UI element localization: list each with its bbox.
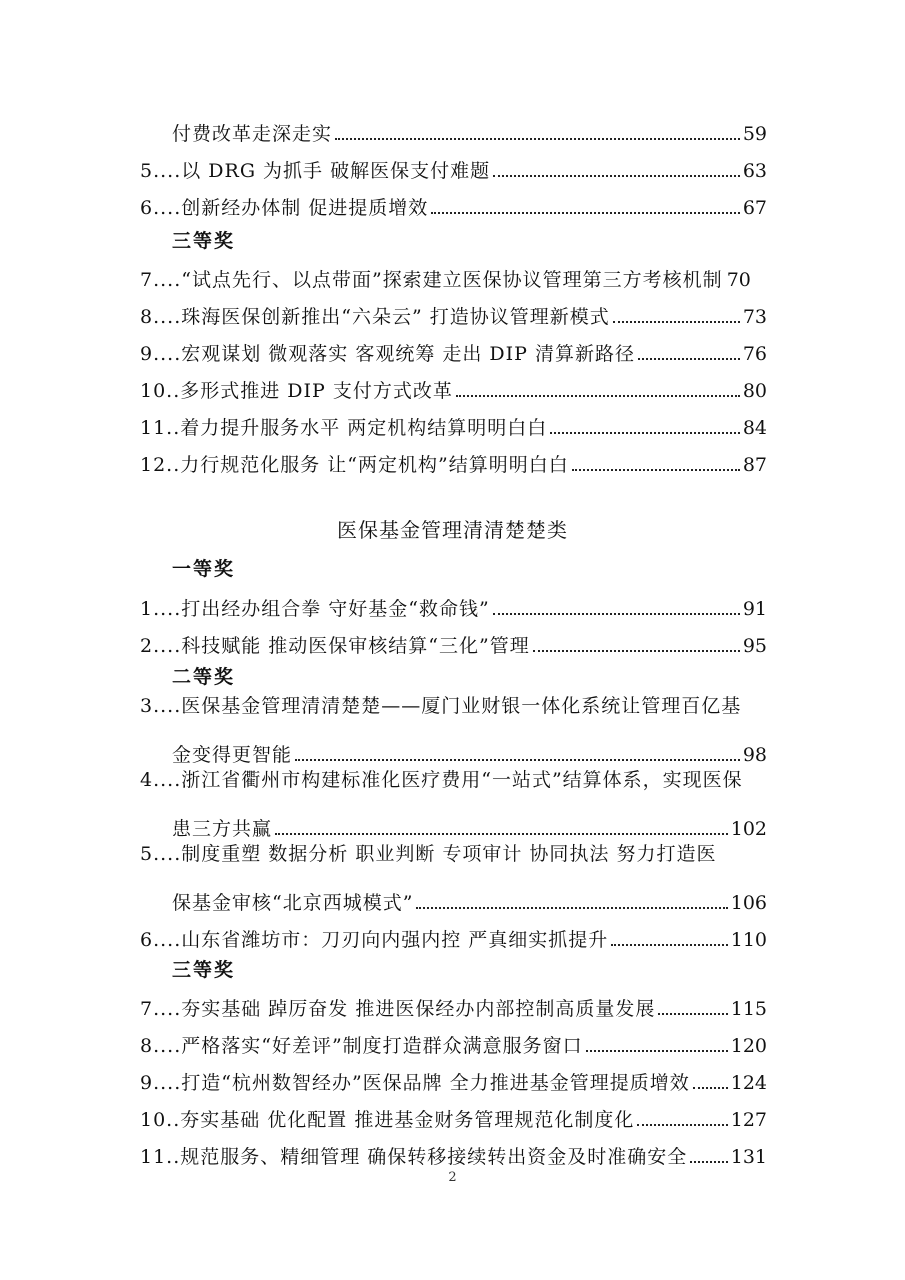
toc-leader-dots <box>431 212 740 214</box>
toc-entry-page: 124 <box>730 1072 767 1094</box>
toc-entry[interactable] <box>140 330 767 366</box>
toc-entry[interactable] <box>140 985 767 1021</box>
toc-entry-page: 67 <box>742 197 767 219</box>
toc-entry-number: 5.... <box>140 160 182 182</box>
toc-entry-page: 84 <box>742 417 767 439</box>
toc-entry-page: 73 <box>742 306 767 328</box>
toc-entry-number: 7.... <box>140 998 182 1020</box>
toc-entry-page: 131 <box>730 1146 767 1168</box>
toc-entry-page: 87 <box>742 454 767 476</box>
toc-entry[interactable] <box>140 1096 767 1132</box>
toc-entry-page: 76 <box>742 343 767 365</box>
toc-entry-title: 夯实基础 踔厉奋发 推进医保经办内部控制高质量发展 <box>181 998 656 1020</box>
toc-entry-page: 63 <box>742 160 767 182</box>
toc-leader-dots <box>493 175 740 177</box>
award-heading-first: 一等奖 <box>172 558 236 580</box>
toc-entry-page: 120 <box>730 1035 767 1057</box>
toc-entry-number: 11.. <box>140 417 181 439</box>
toc-entry-number: 7.... <box>140 269 182 291</box>
toc-leader-dots <box>275 833 728 835</box>
toc-entry-number: 6.... <box>140 197 182 219</box>
toc-entry-number: 9.... <box>140 343 182 365</box>
toc-entry-title: 山东省潍坊市：刀刃向内强内控 严真细实抓提升 <box>181 929 609 951</box>
toc-entry-number: 1.... <box>140 598 182 620</box>
toc-leader-dots <box>586 1050 728 1052</box>
toc-leader-dots <box>693 1087 728 1089</box>
toc-entry[interactable] <box>140 1133 767 1169</box>
toc-entry[interactable] <box>140 441 767 477</box>
toc-entry-title: 着力提升服务水平 两定机构结算明明白白 <box>180 417 548 439</box>
toc-entry[interactable] <box>140 293 767 329</box>
award-heading-third: 三等奖 <box>172 959 236 981</box>
toc-entry-page: 106 <box>730 892 767 914</box>
toc-entry-title: 打造“杭州数智经办”医保品牌 全力推进基金管理提质增效 <box>181 1072 690 1094</box>
toc-entry[interactable] <box>140 916 767 952</box>
toc-entry-number: 10.. <box>140 1109 181 1131</box>
toc-entry-number: 5.... <box>140 843 182 865</box>
toc-leader-dots <box>637 1124 727 1126</box>
toc-leader-dots <box>658 1013 727 1015</box>
toc-entry-title: 科技赋能 推动医保审核结算“三化”管理 <box>181 635 530 657</box>
toc-entry-page: 95 <box>742 635 767 657</box>
toc-entry[interactable] <box>140 842 767 878</box>
toc-entry-number: 12.. <box>140 454 181 476</box>
toc-entry-number: 8.... <box>140 306 182 328</box>
toc-entry-continuation[interactable] <box>172 731 767 767</box>
toc-entry-number: 9.... <box>140 1072 182 1094</box>
toc-leader-dots <box>572 469 740 471</box>
toc-entry-page: 115 <box>730 998 767 1020</box>
toc-entry-title: 严格落实“好差评”制度打造群众满意服务窗口 <box>181 1035 583 1057</box>
toc-entry-title: 以 DRG 为抓手 破解医保支付难题 <box>181 160 491 182</box>
toc-entry[interactable] <box>140 694 767 730</box>
toc-entry[interactable] <box>140 768 767 804</box>
toc-entry[interactable] <box>172 110 767 146</box>
toc-entry-title: 付费改革走深走实 <box>172 123 333 145</box>
toc-entry[interactable] <box>140 585 767 621</box>
toc-entry-title: 浙江省衢州市构建标准化医疗费用“一站式”结算体系，实现医保 <box>181 769 743 791</box>
toc-entry[interactable] <box>140 1059 767 1095</box>
toc-leader-dots <box>550 432 740 434</box>
toc-entry-page: 70 <box>726 269 751 291</box>
toc-entry-title: 珠海医保创新推出“六朵云” 打造协议管理新模式 <box>181 306 610 328</box>
toc-entry-number: 4.... <box>140 769 182 791</box>
toc-entry[interactable] <box>140 184 767 220</box>
toc-entry-number: 6.... <box>140 929 182 951</box>
toc-entry[interactable] <box>140 256 767 292</box>
toc-entry-title: 夯实基础 优化配置 推进基金财务管理规范化制度化 <box>180 1109 635 1131</box>
toc-leader-dots <box>611 944 727 946</box>
toc-entry-title: 医保基金管理清清楚楚——厦门业财银一体化系统让管理百亿基 <box>181 695 742 717</box>
toc-entry[interactable] <box>140 1022 767 1058</box>
toc-entry[interactable] <box>140 404 767 440</box>
toc-leader-dots <box>533 650 740 652</box>
toc-entry-title: 金变得更智能 <box>172 744 293 766</box>
toc-leader-dots <box>295 759 740 761</box>
toc-leader-dots <box>638 358 740 360</box>
toc-entry-title: 制度重塑 数据分析 职业判断 专项审计 协同执法 努力打造医 <box>181 843 717 865</box>
toc-entry-number: 8.... <box>140 1035 182 1057</box>
toc-entry-continuation[interactable] <box>172 879 767 915</box>
toc-leader-dots <box>613 321 740 323</box>
toc-entry-page: 80 <box>742 380 767 402</box>
toc-entry[interactable] <box>140 147 767 183</box>
toc-entry-title: 规范服务、精细管理 确保转移接续转出资金及时准确安全 <box>180 1146 688 1168</box>
toc-entry-number: 3.... <box>140 695 182 717</box>
toc-entry-title: 多形式推进 DIP 支付方式改革 <box>180 380 453 402</box>
toc-entry-continuation[interactable] <box>172 805 767 841</box>
toc-entry-title: “试点先行、以点带面”探索建立医保协议管理第三方考核机制 <box>181 269 723 291</box>
toc-leader-dots <box>416 907 727 909</box>
toc-entry-page: 98 <box>742 744 767 766</box>
toc-entry-number: 10.. <box>140 380 181 402</box>
toc-entry-page: 59 <box>742 123 767 145</box>
toc-entry[interactable] <box>140 622 767 658</box>
toc-entry[interactable] <box>140 367 767 403</box>
award-heading-second: 二等奖 <box>172 666 236 688</box>
toc-leader-dots <box>456 395 740 397</box>
toc-entry-title: 保基金审核“北京西城模式” <box>172 892 414 914</box>
toc-entry-title: 创新经办体制 促进提质增效 <box>181 197 429 219</box>
toc-entry-number: 2.... <box>140 635 182 657</box>
toc-entry-page: 91 <box>742 598 767 620</box>
toc-entry-title: 打出经办组合拳 守好基金“救命钱” <box>181 598 490 620</box>
toc-leader-dots <box>690 1161 727 1163</box>
page-number: 2 <box>448 1170 457 1185</box>
toc-entry-page: 127 <box>730 1109 767 1131</box>
toc-entry-title: 力行规范化服务 让“两定机构”结算明明白白 <box>180 454 569 476</box>
toc-leader-dots <box>335 138 740 140</box>
toc-entry-title: 患三方共赢 <box>172 818 273 840</box>
toc-entry-page: 110 <box>730 929 767 951</box>
toc-entry-page: 102 <box>730 818 767 840</box>
award-heading-third: 三等奖 <box>172 230 236 252</box>
toc-leader-dots <box>493 613 740 615</box>
toc-entry-title: 宏观谋划 微观落实 客观统筹 走出 DIP 清算新路径 <box>181 343 635 365</box>
toc-entry-number: 11.. <box>140 1146 181 1168</box>
section-title: 医保基金管理清清楚楚类 <box>337 518 568 542</box>
